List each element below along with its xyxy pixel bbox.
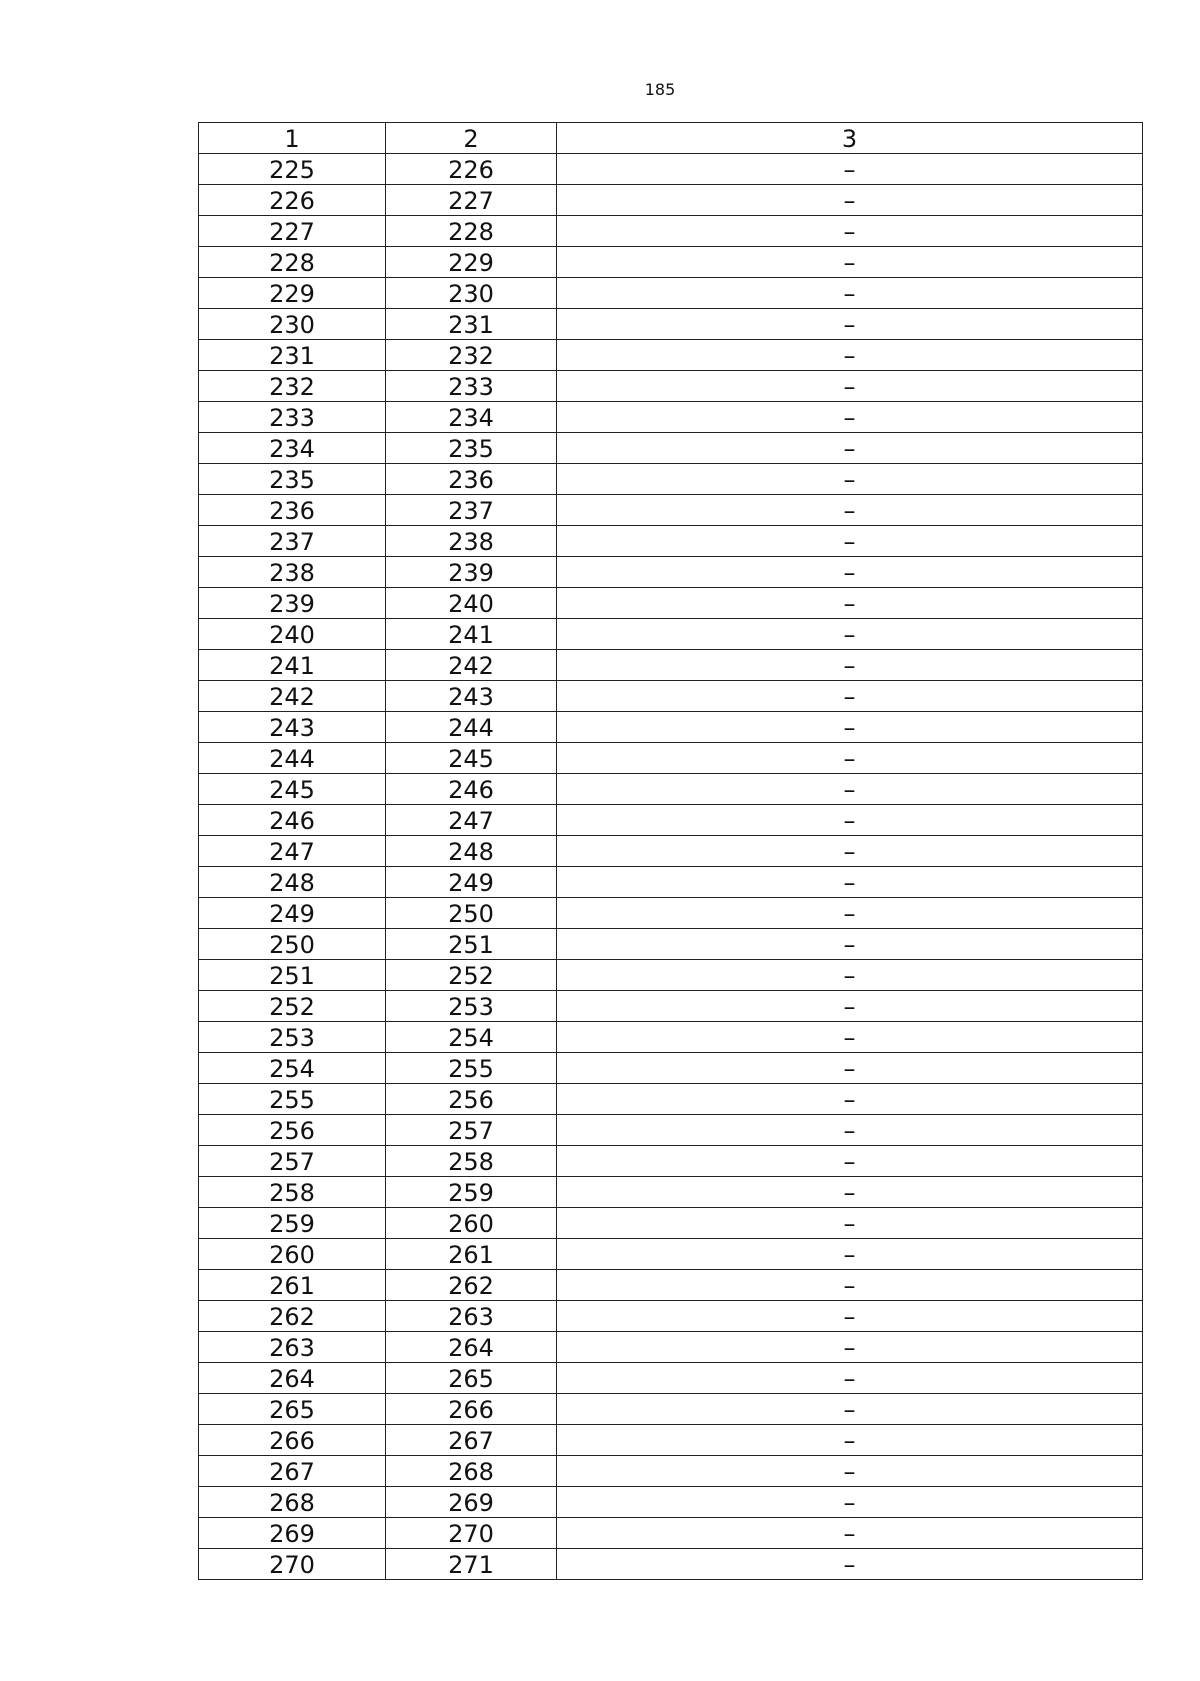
table-row	[199, 371, 1143, 402]
table-row	[199, 433, 1143, 464]
table-row	[199, 1208, 1143, 1239]
table-cell: –	[557, 1456, 1143, 1487]
table-cell: –	[557, 495, 1143, 526]
table-cell: –	[557, 1394, 1143, 1425]
table-cell: 266	[199, 1425, 386, 1456]
table-cell: 232	[199, 371, 386, 402]
table-cell: –	[557, 1363, 1143, 1394]
table-cell: –	[557, 588, 1143, 619]
table-cell: 266	[386, 1394, 557, 1425]
table-cell: –	[557, 402, 1143, 433]
table-cell: –	[557, 1549, 1143, 1580]
table-cell: –	[557, 1053, 1143, 1084]
table-row	[199, 247, 1143, 278]
table-row	[199, 929, 1143, 960]
table-cell: 245	[386, 743, 557, 774]
table-cell: –	[557, 712, 1143, 743]
table-cell: –	[557, 309, 1143, 340]
table-cell: –	[557, 464, 1143, 495]
table-row	[199, 278, 1143, 309]
table-row	[199, 681, 1143, 712]
table-row	[199, 1363, 1143, 1394]
table-row	[199, 464, 1143, 495]
table-cell: 229	[199, 278, 386, 309]
table-cell: –	[557, 867, 1143, 898]
table-cell: –	[557, 433, 1143, 464]
table-cell: –	[557, 681, 1143, 712]
table-cell: 229	[386, 247, 557, 278]
table-cell: 249	[199, 898, 386, 929]
table-cell: –	[557, 1487, 1143, 1518]
table-cell: 263	[386, 1301, 557, 1332]
table-cell: 243	[199, 712, 386, 743]
table-cell: 269	[386, 1487, 557, 1518]
table-cell: –	[557, 898, 1143, 929]
table-cell: 237	[199, 526, 386, 557]
table-row	[199, 1084, 1143, 1115]
table-cell: 235	[386, 433, 557, 464]
column-header: 2	[386, 123, 557, 154]
table-cell: 249	[386, 867, 557, 898]
table-cell: –	[557, 1177, 1143, 1208]
table-cell: 227	[199, 216, 386, 247]
table-row	[199, 1425, 1143, 1456]
table-cell: –	[557, 1425, 1143, 1456]
table-cell: 241	[199, 650, 386, 681]
table-cell: 241	[386, 619, 557, 650]
table-cell: –	[557, 1332, 1143, 1363]
table-cell: –	[557, 1301, 1143, 1332]
table-row	[199, 1146, 1143, 1177]
table-row	[199, 743, 1143, 774]
table-cell: 252	[386, 960, 557, 991]
table-cell: 230	[199, 309, 386, 340]
table-cell: –	[557, 557, 1143, 588]
table-cell: 236	[199, 495, 386, 526]
table-row	[199, 836, 1143, 867]
table-cell: –	[557, 247, 1143, 278]
table-cell: 254	[199, 1053, 386, 1084]
table-cell: 240	[386, 588, 557, 619]
table-row	[199, 402, 1143, 433]
table-cell: 251	[199, 960, 386, 991]
table-cell: 227	[386, 185, 557, 216]
table-cell: 252	[199, 991, 386, 1022]
table-cell: 258	[199, 1177, 386, 1208]
data-table	[198, 122, 1143, 1580]
table-cell: 239	[199, 588, 386, 619]
table-cell: –	[557, 1239, 1143, 1270]
table-cell: –	[557, 774, 1143, 805]
table-row	[199, 557, 1143, 588]
table-cell: 257	[386, 1115, 557, 1146]
table-cell: –	[557, 154, 1143, 185]
table-row	[199, 154, 1143, 185]
table-cell: 267	[386, 1425, 557, 1456]
table-row	[199, 1301, 1143, 1332]
table-row	[199, 1022, 1143, 1053]
table-cell: 251	[386, 929, 557, 960]
table-cell: 267	[199, 1456, 386, 1487]
table-cell: –	[557, 1208, 1143, 1239]
table-cell: 253	[386, 991, 557, 1022]
table-cell: 255	[386, 1053, 557, 1084]
table-cell: 268	[386, 1456, 557, 1487]
table-cell: –	[557, 278, 1143, 309]
table-cell: –	[557, 1146, 1143, 1177]
table-row	[199, 185, 1143, 216]
table-cell: 238	[199, 557, 386, 588]
table-cell: 247	[199, 836, 386, 867]
table-cell: 231	[386, 309, 557, 340]
table-cell: 226	[386, 154, 557, 185]
table-cell: 245	[199, 774, 386, 805]
table-cell: 265	[199, 1394, 386, 1425]
table-header-row	[199, 123, 1143, 154]
table-row	[199, 1270, 1143, 1301]
table-row	[199, 991, 1143, 1022]
table-cell: 256	[386, 1084, 557, 1115]
table-cell: –	[557, 805, 1143, 836]
table-row	[199, 309, 1143, 340]
table-cell: 254	[386, 1022, 557, 1053]
table-row	[199, 1518, 1143, 1549]
table-cell: 228	[199, 247, 386, 278]
table-row	[199, 774, 1143, 805]
table-row	[199, 650, 1143, 681]
table-cell: 261	[386, 1239, 557, 1270]
table-cell: –	[557, 1084, 1143, 1115]
page-number: 185	[644, 80, 676, 99]
table-cell: –	[557, 929, 1143, 960]
table-cell: 246	[386, 774, 557, 805]
table-row	[199, 1053, 1143, 1084]
table-cell: 262	[199, 1301, 386, 1332]
table-cell: 265	[386, 1363, 557, 1394]
table-cell: 235	[199, 464, 386, 495]
table-cell: 243	[386, 681, 557, 712]
table-row	[199, 712, 1143, 743]
table-row	[199, 526, 1143, 557]
table-row	[199, 216, 1143, 247]
table-row	[199, 619, 1143, 650]
table-cell: –	[557, 185, 1143, 216]
table-cell: –	[557, 836, 1143, 867]
table-cell: 225	[199, 154, 386, 185]
table-cell: 263	[199, 1332, 386, 1363]
table-cell: 270	[199, 1549, 386, 1580]
table-cell: 244	[386, 712, 557, 743]
table-row	[199, 1239, 1143, 1270]
table-cell: 226	[199, 185, 386, 216]
table-cell: 234	[199, 433, 386, 464]
table-cell: 264	[199, 1363, 386, 1394]
table-row	[199, 495, 1143, 526]
table-cell: 260	[386, 1208, 557, 1239]
table-cell: 259	[386, 1177, 557, 1208]
table-row	[199, 1332, 1143, 1363]
table-cell: –	[557, 526, 1143, 557]
table-cell: 256	[199, 1115, 386, 1146]
table-cell: –	[557, 991, 1143, 1022]
table-cell: –	[557, 743, 1143, 774]
table-cell: 268	[199, 1487, 386, 1518]
table-cell: 237	[386, 495, 557, 526]
table-row	[199, 898, 1143, 929]
table-cell: 240	[199, 619, 386, 650]
table-cell: 264	[386, 1332, 557, 1363]
table-row	[199, 1549, 1143, 1580]
table-cell: 228	[386, 216, 557, 247]
table-row	[199, 867, 1143, 898]
table-cell: –	[557, 960, 1143, 991]
table-cell: 259	[199, 1208, 386, 1239]
table-cell: 248	[386, 836, 557, 867]
table-cell: 270	[386, 1518, 557, 1549]
table-cell: –	[557, 619, 1143, 650]
table-cell: 231	[199, 340, 386, 371]
table-row	[199, 1115, 1143, 1146]
table-cell: 238	[386, 526, 557, 557]
table-row	[199, 1394, 1143, 1425]
table-cell: 230	[386, 278, 557, 309]
table-cell: 262	[386, 1270, 557, 1301]
table-cell: –	[557, 1022, 1143, 1053]
table-cell: –	[557, 1115, 1143, 1146]
table-cell: 242	[386, 650, 557, 681]
table-cell: 257	[199, 1146, 386, 1177]
table-cell: 258	[386, 1146, 557, 1177]
table-cell: 253	[199, 1022, 386, 1053]
table-row	[199, 588, 1143, 619]
table-cell: 255	[199, 1084, 386, 1115]
table-cell: 246	[199, 805, 386, 836]
table-cell: –	[557, 216, 1143, 247]
table-row	[199, 340, 1143, 371]
table-body	[199, 123, 1143, 1580]
table-cell: 239	[386, 557, 557, 588]
table-cell: –	[557, 340, 1143, 371]
table-cell: 242	[199, 681, 386, 712]
table-cell: 260	[199, 1239, 386, 1270]
table-cell: 247	[386, 805, 557, 836]
table-cell: 233	[199, 402, 386, 433]
table-row	[199, 1456, 1143, 1487]
table-row	[199, 805, 1143, 836]
table-row	[199, 1177, 1143, 1208]
table-cell: 244	[199, 743, 386, 774]
table-cell: 248	[199, 867, 386, 898]
table-cell: 250	[199, 929, 386, 960]
table-cell: 261	[199, 1270, 386, 1301]
column-header: 3	[557, 123, 1143, 154]
table-cell: –	[557, 1270, 1143, 1301]
table-cell: –	[557, 650, 1143, 681]
table-cell: 236	[386, 464, 557, 495]
table-cell: 232	[386, 340, 557, 371]
table-cell: 250	[386, 898, 557, 929]
table-cell: –	[557, 1518, 1143, 1549]
table-cell: 234	[386, 402, 557, 433]
table-cell: 269	[199, 1518, 386, 1549]
table-cell: 233	[386, 371, 557, 402]
table-cell: 271	[386, 1549, 557, 1580]
table-cell: –	[557, 371, 1143, 402]
column-header: 1	[199, 123, 386, 154]
table-row	[199, 1487, 1143, 1518]
table-row	[199, 960, 1143, 991]
